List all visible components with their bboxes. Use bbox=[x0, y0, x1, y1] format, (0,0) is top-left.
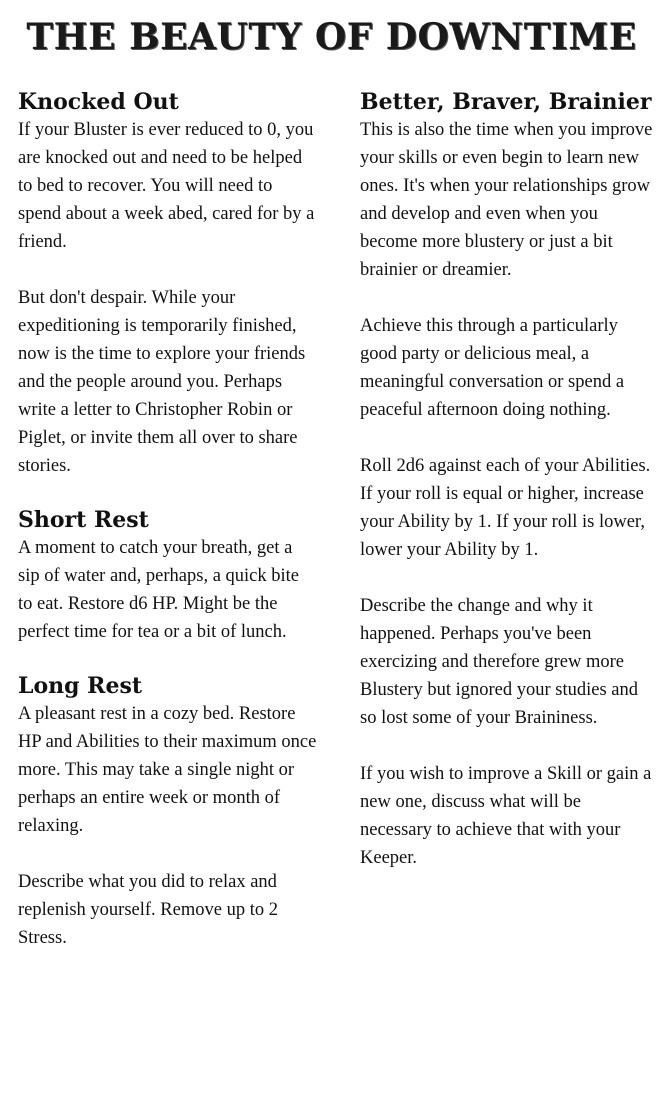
left-column bbox=[18, 88, 318, 978]
paragraph: Describe the change and why it happened. Perhaps you've been exercizing and therefore grew more Blustery but ignored your studies and so lost some of your Braininess. bbox=[360, 596, 638, 728]
right-column bbox=[360, 88, 655, 898]
paragraph: If your Bluster is ever reduced to 0, you are knocked out and need to be helped to bed to recover. You will need to spend about a week abed, cared for by a friend. bbox=[18, 120, 315, 252]
paragraph: A moment to catch your breath, get a sip of water and, perhaps, a quick bite to eat. Restore d6 HP. Might be the perfect time for tea or a bit of lunch. bbox=[18, 538, 300, 642]
section-better-braver-brainier bbox=[360, 88, 655, 872]
paragraph: Describe what you did to relax and replenish yourself. Remove up to 2 Stress. bbox=[18, 872, 278, 948]
paragraph: If you wish to improve a Skill or gain a new one, discuss what will be necessary to achieve that with your Keeper. bbox=[360, 764, 652, 868]
section-heading-short-rest: Short Rest bbox=[18, 507, 149, 533]
paragraph: This is also the time when you improve your skills or even begin to learn new ones. It's when your relationships grow and develop and even when you become more blustery or just a bit brainier or dreamier. bbox=[360, 120, 653, 280]
section-heading-better-braver-brainier: Better, Braver, Brainier bbox=[360, 89, 652, 115]
section-long-rest bbox=[18, 672, 318, 952]
section-heading-knocked-out: Knocked Out bbox=[18, 89, 179, 115]
page-title: THE BEAUTY OF DOWNTIME bbox=[26, 16, 637, 58]
section-short-rest bbox=[18, 506, 318, 646]
paragraph: But don't despair. While your expeditioning is temporarily finished, now is the time to explore your friends and the people around you. Perhaps write a letter to Christopher Robin or Piglet, or invite them all over to share stories. bbox=[18, 288, 306, 476]
section-knocked-out bbox=[18, 88, 318, 480]
paragraph: Roll 2d6 against each of your Abilities. If your roll is equal or higher, increase your Ability by 1. If your roll is lower, lower your Ability by 1. bbox=[360, 456, 651, 560]
section-heading-long-rest: Long Rest bbox=[18, 673, 143, 699]
paragraph: A pleasant rest in a cozy bed. Restore HP and Abilities to their maximum once more. This may take a single night or perhaps an entire week or month of relaxing. bbox=[18, 704, 317, 836]
paragraph: Achieve this through a particularly good party or delicious meal, a meaningful conversation or spend a peaceful afternoon doing nothing. bbox=[360, 316, 625, 420]
